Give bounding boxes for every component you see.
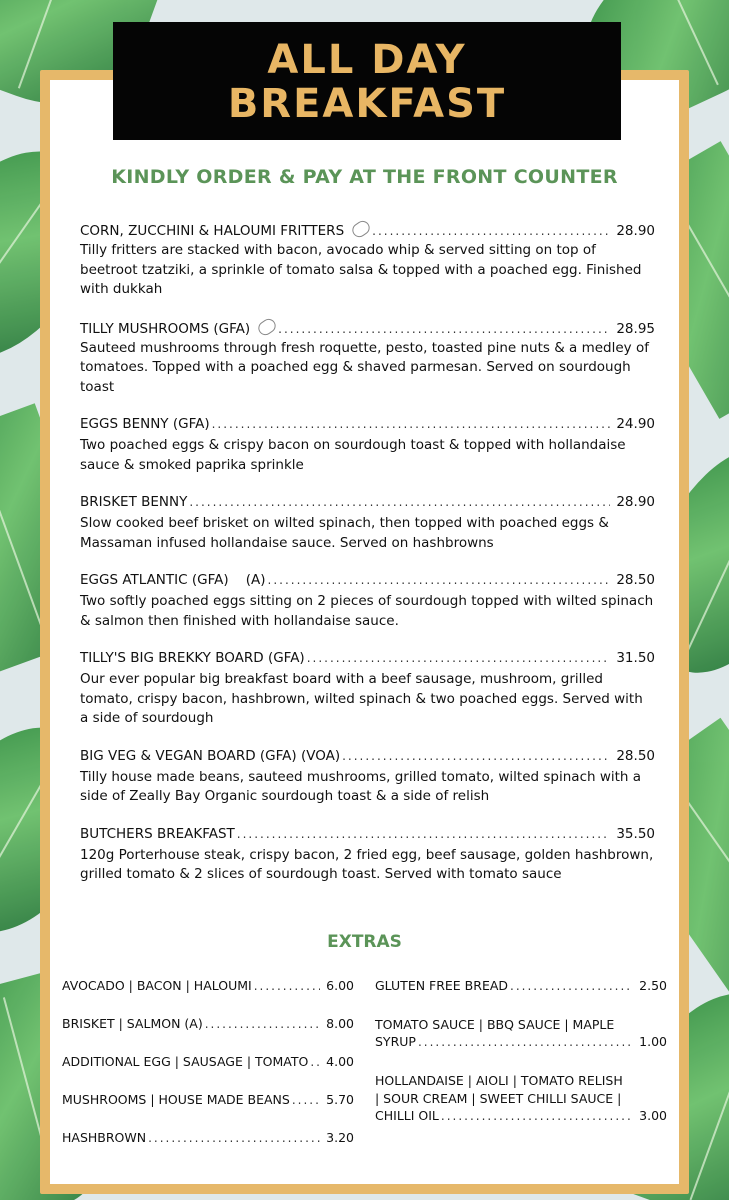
menu-item <box>80 572 655 631</box>
leader-dots <box>212 417 611 431</box>
item-description: Sauteed mushrooms through fresh roquette, pesto, toasted pine nuts & a medley of tomatoes. Topped with a poached egg & shaved parmesan. Served on sourdough toast <box>80 339 649 395</box>
title-line-2: BREAKFAST <box>227 81 507 127</box>
extra-price: 6.00 <box>326 978 354 993</box>
extra-name: GLUTEN FREE BREAD <box>375 978 509 993</box>
item-name: CORN, ZUCCHINI & HALOUMI FRITTERS <box>80 223 345 239</box>
item-price: 24.90 <box>616 416 655 432</box>
vegetarian-leaf-icon <box>350 218 373 240</box>
extra-item <box>375 1072 667 1126</box>
extra-price: 3.00 <box>639 1108 667 1123</box>
item-name: BIG VEG & VEGAN BOARD (GFA) (VOA) <box>80 747 341 764</box>
menu-item <box>80 494 655 553</box>
extras-right-column <box>375 978 667 1146</box>
menu-item <box>80 319 655 398</box>
extra-name: BRISKET | SALMON (A) <box>62 1016 203 1031</box>
leader-dots <box>268 573 611 587</box>
item-description: Two poached eggs & crispy bacon on sourdough toast & topped with hollandaise sauce & smoked paprika sprinkle <box>80 437 626 473</box>
extra-price: 5.70 <box>326 1092 354 1107</box>
extra-name: MUSHROOMS | HOUSE MADE BEANS <box>62 1092 290 1107</box>
title-banner <box>113 22 621 140</box>
item-price: 28.50 <box>616 747 655 764</box>
extra-name: AVOCADO | BACON | HALOUMI <box>62 978 252 993</box>
extra-name-line: | SOUR CREAM | SWEET CHILLI SAUCE | <box>375 1091 622 1106</box>
leader-dots <box>418 1035 633 1049</box>
extra-item <box>375 1016 667 1052</box>
leader-dots <box>292 1093 320 1107</box>
extra-name-line: TOMATO SAUCE | BBQ SAUCE | MAPLE <box>375 1017 615 1032</box>
leader-dots <box>310 1055 320 1069</box>
extra-name-line: HOLLANDAISE | AIOLI | TOMATO RELISH <box>375 1073 623 1088</box>
item-price: 28.90 <box>616 494 655 510</box>
item-description: Tilly fritters are stacked with bacon, avocado whip & served sitting on top of beetroot tzatziki, a sprinkle of tomato salsa & topped with a poached egg. Finished with dukkah <box>80 242 642 297</box>
leader-dots <box>372 224 610 238</box>
leader-dots <box>148 1131 320 1145</box>
extras-heading: EXTRAS <box>327 932 402 952</box>
leader-dots <box>237 827 611 841</box>
leader-dots <box>278 322 610 336</box>
menu-item <box>80 650 655 729</box>
item-price: 31.50 <box>616 650 655 666</box>
menu-items <box>80 221 655 904</box>
leader-dots <box>510 979 633 993</box>
extra-item <box>375 978 667 996</box>
extra-price: 8.00 <box>326 1016 354 1031</box>
extra-price: 2.50 <box>639 978 667 993</box>
vegetarian-leaf-icon <box>256 316 279 338</box>
item-name: BUTCHERS BREAKFAST <box>80 825 235 842</box>
item-name: TILLY MUSHROOMS (GFA) <box>80 320 251 337</box>
extra-price: 3.20 <box>326 1130 354 1145</box>
item-price: 28.90 <box>616 223 655 239</box>
extra-item <box>62 1092 354 1110</box>
item-name: TILLY'S BIG BREKKY BOARD (GFA) <box>80 650 305 666</box>
extra-price: 4.00 <box>326 1054 354 1069</box>
order-instruction: KINDLY ORDER & PAY AT THE FRONT COUNTER <box>111 166 618 188</box>
item-name: EGGS ATLANTIC (GFA) (A) <box>80 572 266 588</box>
extra-item <box>62 1130 354 1148</box>
leader-dots <box>441 1109 633 1123</box>
leader-dots <box>307 651 611 665</box>
leader-dots <box>254 979 320 993</box>
item-name: EGGS BENNY (GFA) <box>80 416 210 432</box>
extra-name: SYRUP <box>375 1034 416 1049</box>
extras-left-column <box>62 978 354 1168</box>
item-price: 28.50 <box>616 572 655 588</box>
item-price: 35.50 <box>616 825 655 842</box>
extra-item <box>62 978 354 996</box>
menu-item <box>80 221 655 300</box>
extra-item <box>62 1016 354 1034</box>
item-description: Two softly poached eggs sitting on 2 pieces of sourdough topped with wilted spinach & salmon then finished with hollandaise sauce. <box>80 593 654 629</box>
menu-item <box>80 416 655 475</box>
extra-name: ADDITIONAL EGG | SAUSAGE | TOMATO <box>62 1054 309 1069</box>
item-description: Slow cooked beef brisket on wilted spinach, then topped with poached eggs & Massaman infused hollandaise sauce. Served on hashbrowns <box>80 515 609 551</box>
leader-dots <box>342 749 610 763</box>
item-name: BRISKET BENNY <box>80 494 188 510</box>
extra-item <box>62 1054 354 1072</box>
extra-name: CHILLI OIL <box>375 1108 439 1123</box>
menu-item <box>80 748 655 807</box>
item-description: Our ever popular big breakfast board with a beef sausage, mushroom, grilled tomato, crispy bacon, hashbrown, wilted spinach & two poached eggs. Served with a side of sourdough <box>80 671 643 726</box>
leader-dots <box>189 495 610 509</box>
item-price: 28.95 <box>616 320 655 337</box>
item-description: Tilly house made beans, sauteed mushrooms, grilled tomato, wilted spinach with a side of Zeally Bay Organic sourdough toast & a side of relish <box>80 768 642 804</box>
menu-item <box>80 826 655 885</box>
title-line-1: ALL DAY <box>267 37 467 83</box>
extra-name: HASHBROWN <box>62 1130 147 1145</box>
item-description: 120g Porterhouse steak, crispy bacon, 2 fried egg, beef sausage, golden hashbrown, grilled tomato & 2 slices of sourdough toast. Served with tomato sauce <box>80 846 654 882</box>
leader-dots <box>205 1017 320 1031</box>
extra-price: 1.00 <box>639 1034 667 1049</box>
